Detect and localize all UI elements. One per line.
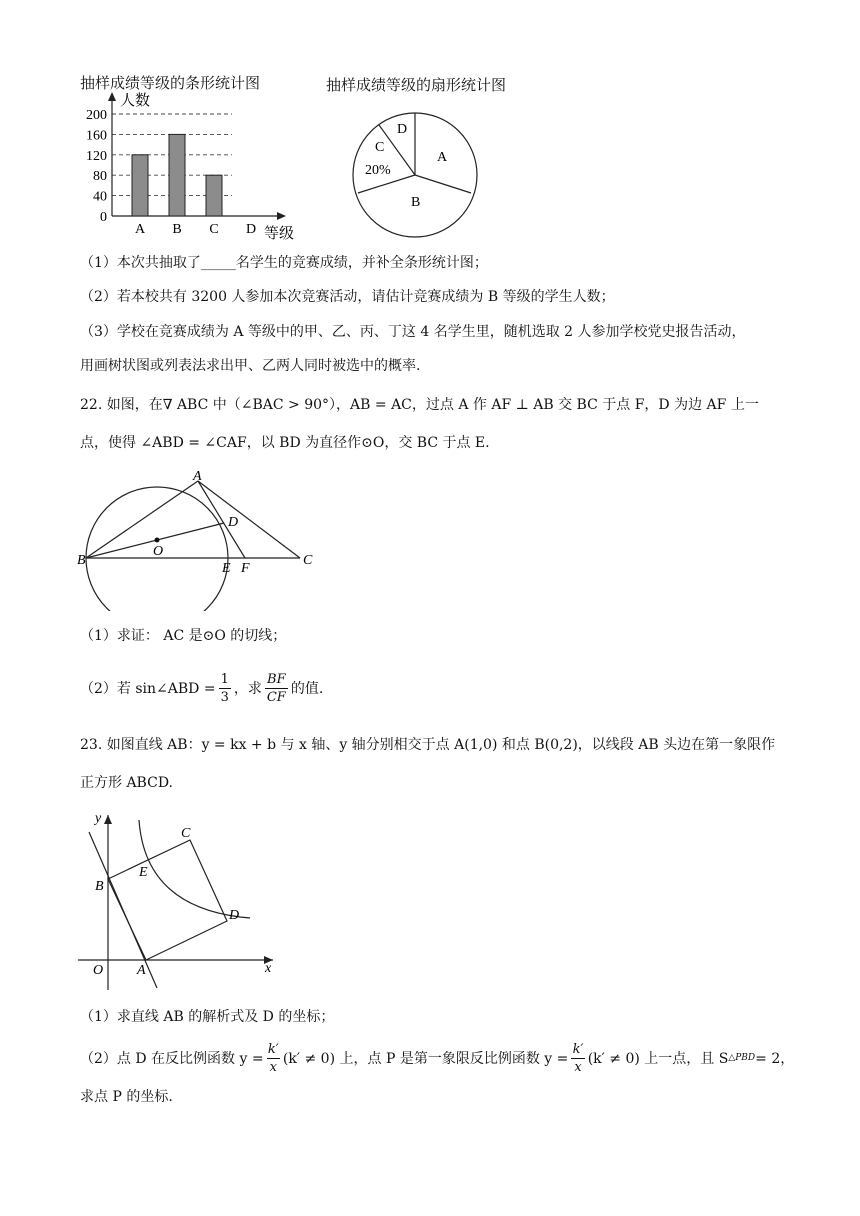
q21-part1: （1）本次共抽取了_____名学生的竞赛成绩，并补全条形统计图； <box>80 255 488 271</box>
q23-figure <box>75 810 285 995</box>
x-tick-label: B <box>172 222 182 237</box>
fraction-k-over-x <box>571 1041 584 1076</box>
q21-part3a: （3）学校在竞赛成绩为 A 等级中的甲、乙、丙、丁这 4 名学生里，随机选取 2 人参加学校党史报告活动， <box>80 324 746 340</box>
label-y: y <box>95 811 102 826</box>
label-b: B <box>77 553 86 568</box>
fraction-numerator: k′ <box>572 1041 584 1057</box>
q23-part2 <box>80 1036 794 1080</box>
pie-chart <box>345 105 485 245</box>
x-tick-label: D <box>245 222 257 237</box>
label-b: B <box>95 879 104 894</box>
bar-b <box>169 134 185 216</box>
q23-part2-a: （2）点 D 在反比例函数 y = <box>80 1051 264 1067</box>
fraction-denominator: CF <box>266 689 286 705</box>
x-tick-label: A <box>134 222 146 237</box>
label-e: E <box>222 561 231 576</box>
y-axis-arrow <box>104 815 112 824</box>
y-tick-label: 0 <box>100 210 107 225</box>
y-axis-arrow <box>108 92 116 101</box>
fraction-denominator: 3 <box>220 689 229 705</box>
bar-chart <box>70 88 320 248</box>
label-x: x <box>265 961 272 976</box>
label-a: A <box>193 469 202 484</box>
pie-label-d: D <box>397 122 408 137</box>
q23-part2-d: = 2， <box>755 1051 795 1067</box>
label-c: C <box>181 826 191 841</box>
q23-statement-1: 23. 如图直线 AB：y = kx + b 与 x 轴、y 轴分别相交于点 A(1,0) 和点 B(0,2)，以线段 AB 头边在第一象限作 <box>80 737 776 753</box>
q21-part2: （2）若本校共有 3200 人参加本次竞赛活动，请估计竞赛成绩为 B 等级的学生人数； <box>80 289 615 305</box>
y-tick-label: 160 <box>86 128 107 144</box>
y-tick-label: 120 <box>86 148 107 164</box>
y-tick-label: 80 <box>93 169 107 185</box>
label-c: C <box>303 553 313 568</box>
label-o: O <box>93 963 104 978</box>
fraction-one-third <box>219 671 231 706</box>
q22-figure <box>75 466 325 611</box>
y-tick-label: 40 <box>93 189 107 205</box>
q22-part2-prefix: （2）若 sin∠ABD = <box>80 681 216 697</box>
hyperbola-curve <box>139 820 250 918</box>
q23-statement-2: 正方形 ABCD. <box>80 775 173 791</box>
label-d: D <box>228 515 239 530</box>
x-axis-title: 等级 <box>264 226 295 242</box>
pie-label-pct: 20% <box>365 163 391 178</box>
q22-part1: （1）求证： AC 是⊙O 的切线； <box>80 628 287 644</box>
label-o: O <box>153 544 164 559</box>
pie-divider-right <box>415 175 471 193</box>
q21-part3b: 用画树状图或列表法求出甲、乙两人同时被选中的概率. <box>80 358 421 374</box>
x-axis-arrow <box>277 212 286 220</box>
q23-part2-b: (k′ ≠ 0) 上，点 P 是第一象限反比例函数 y = <box>282 1051 569 1067</box>
q22-statement-1: 22. 如图，在∇ ABC 中（∠BAC > 90°），AB = AC，过点 A 作 AF ⊥ AB 交 BC 于点 F，D 为边 AF 上一 <box>80 397 759 413</box>
fraction-numerator: BF <box>267 671 286 687</box>
label-d: D <box>229 908 240 923</box>
q22-part2-mid: ，求 <box>233 681 262 697</box>
pie-label-b: B <box>411 195 421 210</box>
q23-subscript: △PBD <box>728 1053 756 1063</box>
pie-label-c: C <box>375 140 385 155</box>
label-f: F <box>241 561 250 576</box>
q22-part2-suffix: 的值. <box>290 681 324 697</box>
fraction-denominator: x <box>267 1058 280 1076</box>
fraction-k-over-x <box>267 1041 280 1076</box>
q23-part2-c: (k′ ≠ 0) 上一点，且 S <box>587 1051 729 1067</box>
q22-statement-2: 点，使得 ∠ABD = ∠CAF，以 BD 为直径作⊙O，交 BC 于点 E. <box>80 435 490 451</box>
center-o <box>155 538 160 543</box>
pie-label-a: A <box>437 150 448 165</box>
bar-c <box>206 175 222 216</box>
label-e: E <box>139 865 148 880</box>
y-axis-title: 人数 <box>120 93 151 109</box>
bar-chart-title: 抽样成绩等级的条形统计图 <box>80 74 261 92</box>
fraction-denominator: x <box>571 1058 584 1076</box>
fraction-numerator: 1 <box>220 671 229 687</box>
q23-part1: （1）求直线 AB 的解析式及 D 的坐标； <box>80 1009 335 1025</box>
q23-part3: 求点 P 的坐标. <box>80 1089 173 1105</box>
bar-a <box>132 155 148 216</box>
fraction-bf-cf <box>265 671 288 706</box>
fraction-numerator: k′ <box>267 1041 279 1057</box>
label-a: A <box>137 963 146 978</box>
x-tick-label: C <box>209 222 219 237</box>
segment-ac <box>198 481 300 558</box>
q22-part2 <box>80 666 323 710</box>
y-tick-label: 200 <box>86 108 107 123</box>
segment-ba <box>86 481 198 558</box>
pie-chart-title: 抽样成绩等级的扇形统计图 <box>326 76 507 94</box>
square-abcd <box>108 840 227 960</box>
